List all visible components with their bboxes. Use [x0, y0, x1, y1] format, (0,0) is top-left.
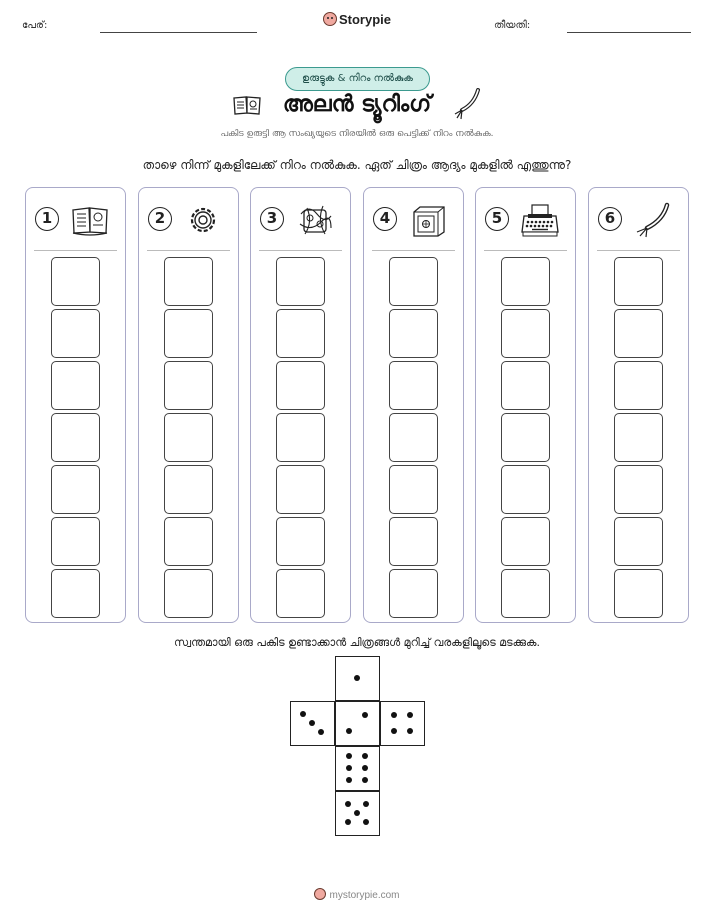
cable-icon [452, 88, 482, 120]
die-pip [362, 777, 368, 783]
color-box[interactable] [389, 361, 438, 410]
die-pip [354, 675, 360, 681]
color-box[interactable] [501, 517, 550, 566]
color-box[interactable] [389, 569, 438, 618]
die-pip [391, 728, 397, 734]
name-label: പേര്: [22, 20, 48, 31]
die-instruction: സ്വന്തമായി ഒരു പകിട ഉണ്ടാക്കാൻ ചിത്രങ്ങൾ മുറിച്ച് വരകളിലൂടെ മടക്കുക. [174, 636, 540, 649]
die-face-5 [335, 791, 380, 836]
color-box[interactable] [501, 413, 550, 462]
color-box[interactable] [614, 257, 663, 306]
color-box[interactable] [51, 517, 100, 566]
color-box[interactable] [164, 517, 213, 566]
column-3 [250, 187, 351, 623]
column-5 [475, 187, 576, 623]
die-pip [346, 753, 352, 759]
column-divider [372, 250, 455, 251]
typewriter-icon [520, 202, 560, 238]
color-box[interactable] [51, 413, 100, 462]
color-box[interactable] [614, 309, 663, 358]
safe-cabinet-icon [408, 202, 448, 238]
question: താഴെ നിന്ന് മുകളിലേക്ക് നിറം നൽകുക. ഏത് ചിത്രം ആദ്യം മുകളിൽ എത്തുന്നു? [142, 158, 572, 172]
die-pip [346, 728, 352, 734]
color-box[interactable] [276, 569, 325, 618]
color-box[interactable] [276, 257, 325, 306]
column-number: 3 [260, 207, 284, 231]
color-box[interactable] [51, 309, 100, 358]
color-box[interactable] [614, 569, 663, 618]
name-line[interactable] [100, 32, 257, 33]
title-row [0, 90, 714, 124]
color-box[interactable] [51, 257, 100, 306]
color-box[interactable] [276, 413, 325, 462]
die-pip [346, 765, 352, 771]
gear-icon [183, 202, 223, 238]
date-label: തീയതി: [494, 20, 531, 31]
color-box[interactable] [51, 569, 100, 618]
brand-name: Storypie [338, 12, 391, 27]
die-pip [354, 810, 360, 816]
column-2 [138, 187, 239, 623]
die-face-4 [380, 701, 425, 746]
color-box[interactable] [614, 413, 663, 462]
die-pip [346, 777, 352, 783]
color-box[interactable] [614, 465, 663, 514]
color-box[interactable] [51, 361, 100, 410]
color-box[interactable] [389, 257, 438, 306]
color-box[interactable] [164, 413, 213, 462]
color-box[interactable] [389, 309, 438, 358]
die-face-3 [290, 701, 335, 746]
column-number: 2 [148, 207, 172, 231]
column-number: 6 [598, 207, 622, 231]
die-pip [345, 801, 351, 807]
color-box[interactable] [614, 517, 663, 566]
die-pip [363, 819, 369, 825]
color-box[interactable] [276, 361, 325, 410]
color-box[interactable] [164, 465, 213, 514]
column-divider [34, 250, 117, 251]
brand-logo [0, 12, 714, 27]
column-divider [147, 250, 230, 251]
color-box[interactable] [501, 361, 550, 410]
color-box[interactable] [276, 309, 325, 358]
color-box[interactable] [389, 465, 438, 514]
die-pip [391, 712, 397, 718]
column-number: 1 [35, 207, 59, 231]
die-pip [362, 712, 368, 718]
color-box[interactable] [164, 257, 213, 306]
column-divider [484, 250, 567, 251]
die-pip [345, 819, 351, 825]
column-6 [588, 187, 689, 623]
color-box[interactable] [501, 257, 550, 306]
column-1 [25, 187, 126, 623]
die-pip [407, 712, 413, 718]
color-box[interactable] [501, 465, 550, 514]
color-box[interactable] [164, 569, 213, 618]
footer [0, 888, 714, 901]
column-divider [259, 250, 342, 251]
date-line[interactable] [567, 32, 691, 33]
activity-badge: ഉരുട്ടുക & നിറം നൽകുക [285, 67, 430, 91]
die-face-6 [335, 746, 380, 791]
die-face-2 [335, 701, 380, 746]
die-pip [318, 729, 324, 735]
color-box[interactable] [164, 361, 213, 410]
die-pip [362, 753, 368, 759]
column-number: 4 [373, 207, 397, 231]
color-box[interactable] [501, 309, 550, 358]
subtitle: പകിട ഉരുട്ടി ആ സംഖ്യയുടെ നിരയിൽ ഒരു പെട്ടിക്ക് നിറം നൽകുക. [220, 129, 494, 139]
open-book-icon [70, 202, 110, 238]
color-box[interactable] [501, 569, 550, 618]
die-pip [362, 765, 368, 771]
die-pip [407, 728, 413, 734]
tangled-wires-machine-icon [295, 202, 335, 238]
column-divider [597, 250, 680, 251]
footer-url: mystorypie.com [329, 890, 400, 901]
color-box[interactable] [51, 465, 100, 514]
color-box[interactable] [276, 517, 325, 566]
die-pip [363, 801, 369, 807]
color-box[interactable] [164, 309, 213, 358]
storypie-logo-icon [323, 12, 337, 26]
column-number: 5 [485, 207, 509, 231]
page-title: അലൻ ട്യൂറിംഗ് [282, 92, 432, 117]
column-4 [363, 187, 464, 623]
color-box[interactable] [389, 517, 438, 566]
die-face-1 [335, 656, 380, 701]
die-pip [309, 720, 315, 726]
die-pip [300, 711, 306, 717]
color-box[interactable] [614, 361, 663, 410]
storypie-logo-icon [314, 888, 326, 900]
color-box[interactable] [389, 413, 438, 462]
cable-icon [633, 202, 673, 238]
color-box[interactable] [276, 465, 325, 514]
